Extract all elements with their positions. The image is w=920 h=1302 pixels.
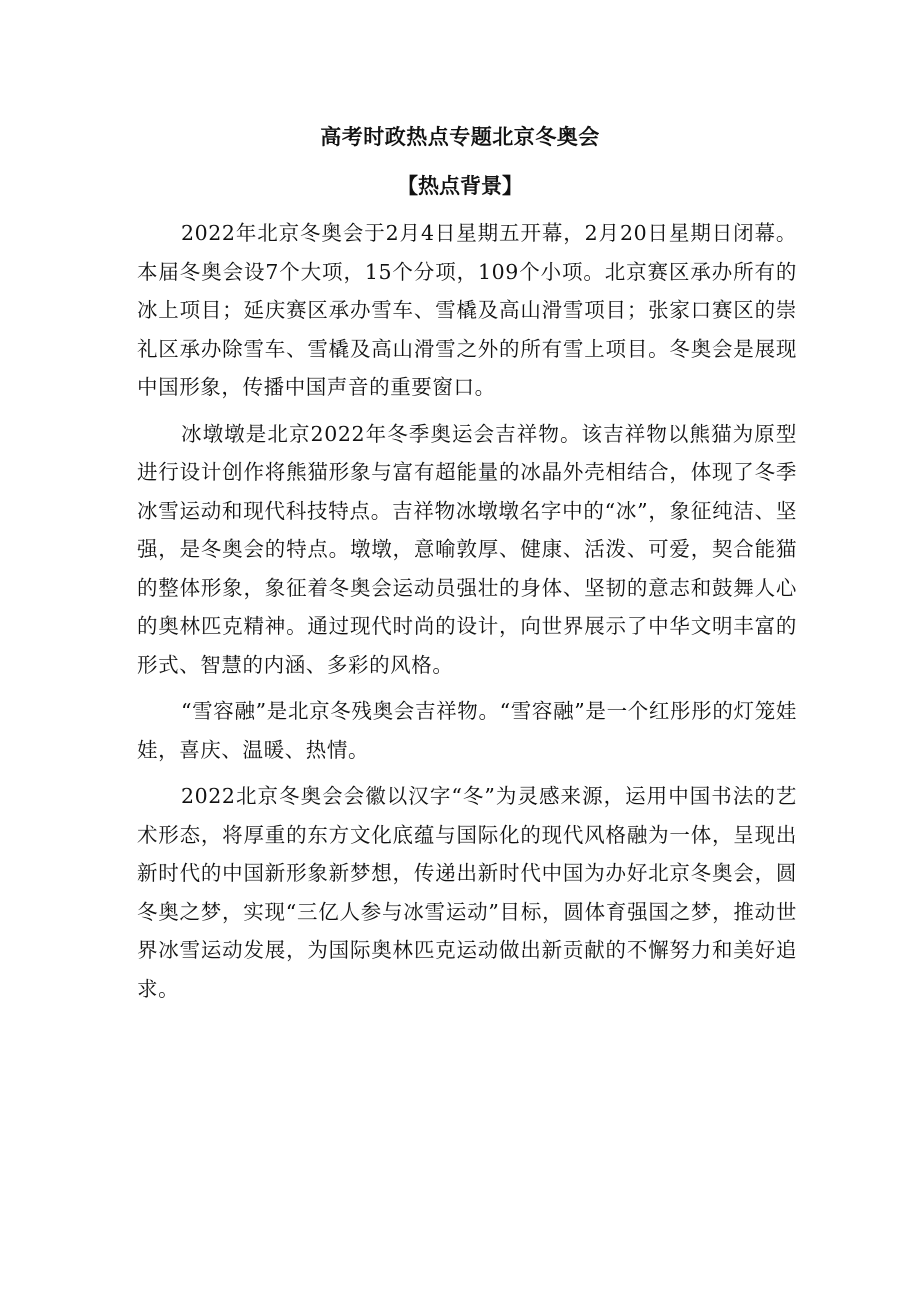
document-body [137,214,797,1016]
section-heading: 【热点背景】 [397,173,523,198]
paragraph-shuey-rhon-rhon: “雪容融”是北京冬残奥会吉祥物。“雪容融”是一个红彤彤的灯笼娃娃，喜庆、温暖、热情。 [137,699,797,762]
paragraph-dates-and-venues: 2022年北京冬奥会于2月4日星期五开幕，2月20日星期日闭幕。本届冬奥会设7个大项，15个分项，109个小项。北京赛区承办所有的冰上项目；延庆赛区承办雪车、雪橇及高山滑雪项目；张家口赛区的崇礼区承办除雪车、雪橇及高山滑雪之外的所有雪上项目。冬奥会是展现中国形象，传播中国声音的重要窗口。 [137,221,797,399]
document-title: 高考时政热点专题北京冬奥会 [320,124,600,149]
paragraph-emblem: 2022北京冬奥会会徽以汉字“冬”为灵感来源，运用中国书法的艺术形态，将厚重的东方文化底蕴与国际化的现代风格融为一体，呈现出新时代的中国新形象新梦想，传递出新时代中国为办好北京冬奥会，圆冬奥之梦，实现“三亿人参与冰雪运动”目标，圆体育强国之梦，推动世界冰雪运动发展，为国际奥林匹克运动做出新贡献的不懈努力和美好追求。 [137,784,797,1001]
paragraph-bing-dwen-dwen: 冰墩墩是北京2022年冬季奥运会吉祥物。该吉祥物以熊猫为原型进行设计创作将熊猫形象与富有超能量的冰晶外壳相结合，体现了冬季冰雪运动和现代科技特点。吉祥物冰墩墩名字中的“冰”，象征纯洁、坚强，是冬奥会的特点。墩墩，意喻敦厚、健康、活泼、可爱，契合能猫的整体形象，象征着冬奥会运动员强壮的身体、坚韧的意志和鼓舞人心的奥林匹克精神。通过现代时尚的设计，向世界展示了中华文明丰富的形式、智慧的内涵、多彩的风格。 [137,421,797,677]
